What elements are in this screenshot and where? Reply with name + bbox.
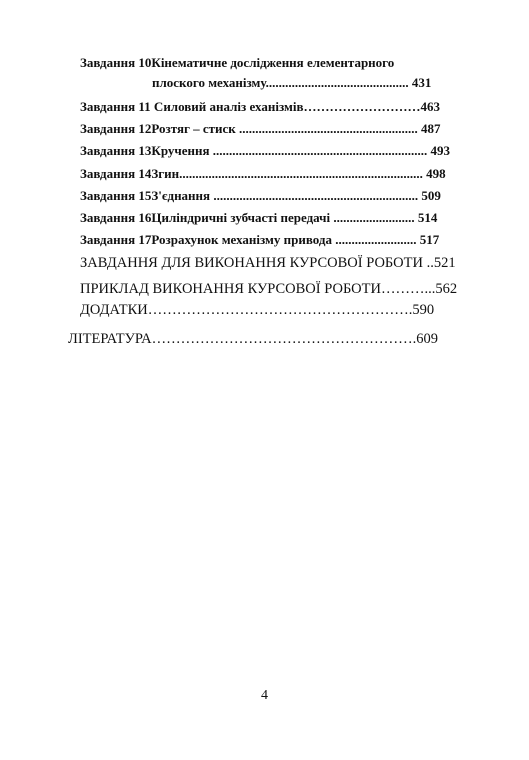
toc-page-number: 514: [417, 210, 438, 225]
toc-entry-task-10: [80, 56, 394, 69]
toc-entry-title: ПРИКЛАД ВИКОНАННЯ КУРСОВОЇ РОБОТИ: [80, 281, 381, 297]
toc-leader-dots: .........................: [335, 232, 417, 247]
toc-entry-task-13: [80, 144, 450, 157]
toc-page-number: 487: [421, 121, 441, 136]
toc-page-number: 493: [430, 143, 450, 158]
toc-entry-title: Завдання 14Згин: [80, 166, 180, 181]
toc-page-number: 431: [411, 75, 432, 90]
toc-leader-dots: .........................: [333, 210, 415, 225]
toc-entry-title: Завдання 11 Силовий аналіз еханізмів: [80, 99, 304, 114]
toc-entry-literature: [68, 332, 438, 347]
toc-page-number: 562: [435, 281, 458, 297]
toc-leader-dots: ……………………………………………….: [151, 331, 417, 347]
toc-page-number: 590: [412, 302, 435, 318]
toc-page-number: 509: [421, 188, 441, 203]
toc-entry-task-14: [80, 167, 446, 180]
toc-entry-task-12: [80, 122, 441, 135]
toc-page-number: 517: [419, 232, 440, 247]
toc-leader-dots: ……………………………………………….: [147, 302, 413, 318]
toc-leader-dots: ..................................................................: [212, 143, 428, 158]
toc-leader-dots: ...............................................................: [213, 188, 419, 203]
toc-entry-title: Завдання 12Розтяг – стиск: [80, 121, 236, 136]
toc-entry-title: Завдання 15З'єднання: [80, 188, 211, 203]
toc-entry-task-16: [80, 211, 437, 224]
toc-entry-title: Завдання 10Кінематичне дослідження елементарного: [80, 55, 395, 70]
toc-page-number: 609: [416, 331, 438, 347]
toc-entry-title: Завдання 17Розрахунок механізму привода: [80, 232, 332, 247]
toc-leader-dots: ………...: [380, 281, 436, 297]
toc-entry-title: Завдання 13Кручення: [80, 143, 210, 158]
toc-entry-title: ДОДАТКИ: [80, 302, 148, 318]
toc-entry-task-15: [80, 189, 441, 202]
toc-entry-title: плоского механізму: [152, 75, 266, 90]
toc-entry-coursework-example: [80, 282, 457, 297]
toc-entry-task-17: [80, 233, 439, 246]
toc-leader-dots: ...........................................................................: [179, 166, 423, 181]
toc-page-number: 463: [420, 99, 440, 114]
page-number: 4: [261, 688, 268, 703]
toc-entry-title: ЗАВДАННЯ ДЛЯ ВИКОНАННЯ КУРСОВОЇ РОБОТИ ..521: [80, 255, 456, 271]
toc-leader-dots: .......................................................: [239, 121, 418, 136]
toc-entry-appendices: [80, 303, 434, 318]
toc-entry-coursework-tasks: [80, 256, 456, 271]
toc-page-number: 498: [426, 166, 446, 181]
toc-leader-dots: ............................................: [265, 75, 409, 90]
toc-entry-task-10-cont: [152, 76, 431, 89]
toc-entry-task-11: [80, 100, 440, 113]
toc-leader-dots: ………………………: [303, 99, 421, 114]
toc-entry-title: Завдання 16Циліндричні зубчасті передачі: [80, 210, 331, 225]
toc-entry-title: ЛІТЕРАТУРА: [68, 331, 152, 347]
